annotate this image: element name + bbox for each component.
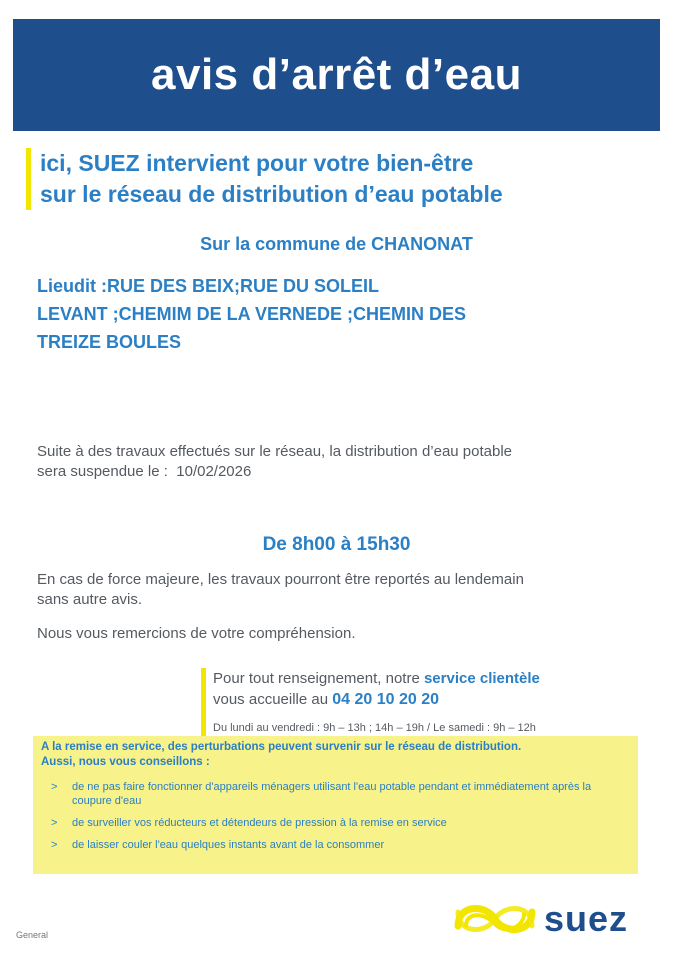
suspension-line-1: Suite à des travaux effectués sur le réseau, la distribution d’eau potable [37, 443, 513, 460]
suspension-date: 10/02/2026 [176, 463, 252, 480]
service-clientele-label: service clientèle [423, 670, 540, 687]
lieudit-line-1: Lieudit :RUE DES BEIX;RUE DU SOLEIL [37, 276, 380, 296]
service-hours: Du lundi au vendredi : 9h – 13h ; 14h – 19h / Le samedi : 9h – 12h [213, 722, 536, 734]
advice-item [41, 780, 630, 808]
thanks-text: Nous vous remercions de votre compréhension. [37, 625, 356, 642]
advice-heading-1: A la remise en service, des perturbations peuvent survenir sur le réseau de distribution. [41, 741, 522, 753]
advice-heading-2: Aussi, nous vous conseillons : [41, 756, 210, 768]
force-majeure-line-1: En cas de force majeure, les travaux pourront être reportés au lendemain [37, 571, 524, 588]
lieudit-line-3: TREIZE BOULES [37, 332, 182, 352]
force-majeure-line-2: sans autre avis. [37, 591, 143, 608]
suspension-notice [37, 442, 637, 482]
chevron-right-icon: > [51, 817, 58, 829]
advice-item [41, 816, 630, 830]
intro-block [26, 148, 670, 210]
service-line-1 [213, 668, 633, 689]
service-contact-block [201, 668, 633, 739]
advice-item [41, 838, 630, 852]
service-line-2 [213, 689, 633, 710]
advice-item-text: de laisser couler l'eau quelques instants avant de la consommer [72, 839, 385, 851]
advice-list [41, 780, 630, 852]
force-majeure-notice [37, 570, 637, 610]
advice-box [33, 736, 638, 874]
page-title: avis d’arrêt d’eau [151, 50, 522, 99]
suspension-label: sera suspendue le : [37, 463, 168, 480]
advice-item-text: de ne pas faire fonctionner d'appareils ménagers utilisant l'eau potable pendant et immédiatement après la coupure d'eau [72, 781, 592, 807]
chevron-right-icon: > [51, 781, 58, 793]
lieudit-block [37, 272, 637, 356]
commune-heading: Sur la commune de CHANONAT [200, 234, 473, 254]
service-text-2: vous accueille au [213, 691, 329, 708]
intro-line-1: ici, SUEZ intervient pour votre bien-être [40, 150, 474, 176]
chevron-right-icon: > [51, 839, 58, 851]
time-window: De 8h00 à 15h30 [262, 534, 411, 555]
lieudit-line-2: LEVANT ;CHEMIM DE LA VERNEDE ;CHEMIN DES [37, 304, 467, 324]
advice-item-text: de surveiller vos réducteurs et détendeurs de pression à la remise en service [72, 817, 447, 829]
service-text-1: Pour tout renseignement, notre [213, 670, 420, 687]
suez-wave-logo-icon [452, 896, 538, 942]
title-banner [13, 19, 660, 131]
suez-wordmark: suez [544, 898, 629, 939]
suspension-line-2 [37, 462, 637, 482]
service-phone-number[interactable]: 04 20 10 20 20 [332, 691, 440, 708]
intro-line-2: sur le réseau de distribution d’eau potable [40, 181, 503, 207]
suez-logo [452, 894, 662, 944]
classification-label: General [16, 930, 49, 940]
